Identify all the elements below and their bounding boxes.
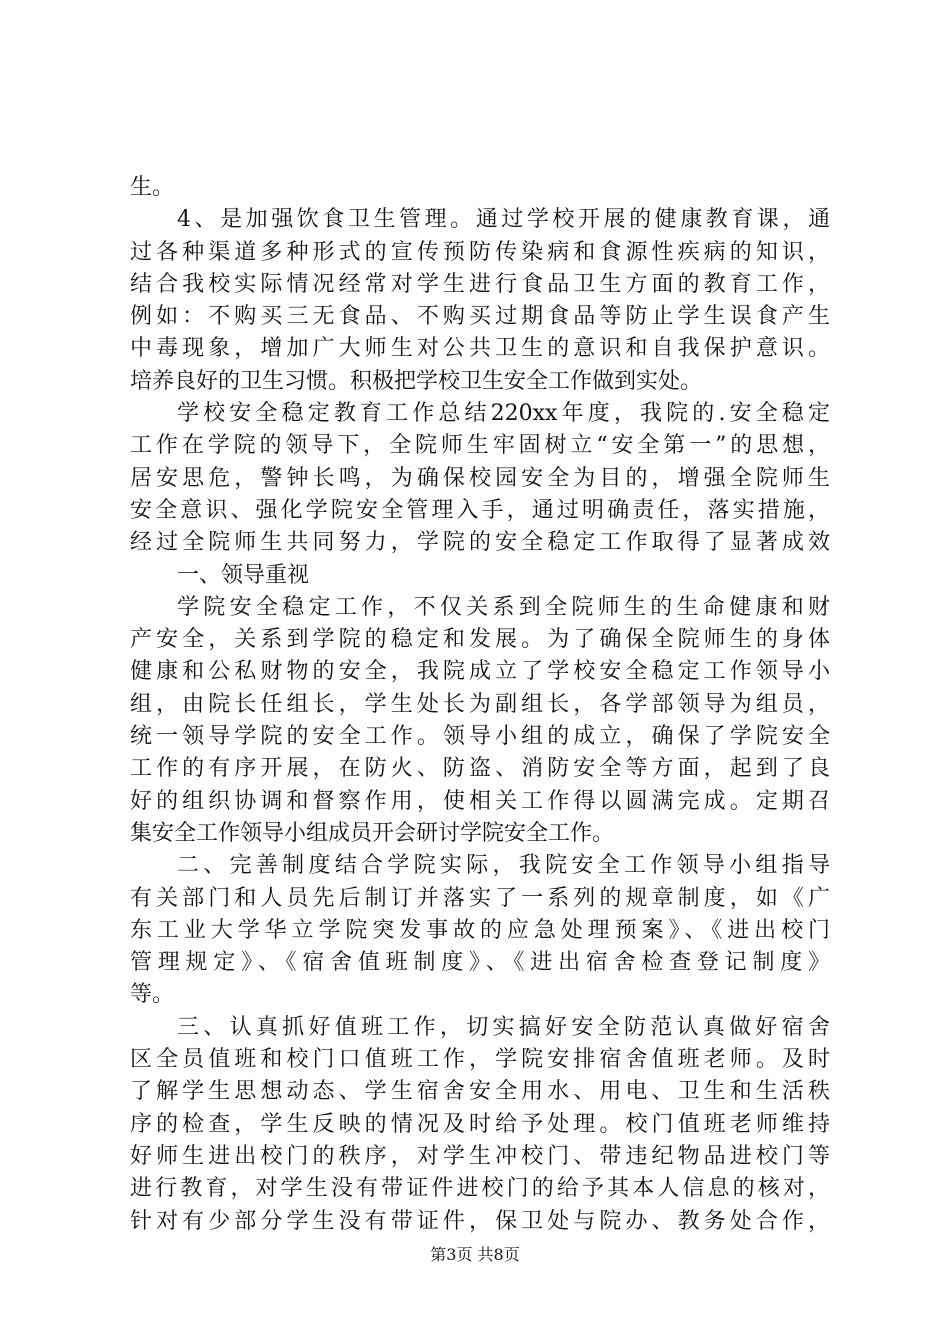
text-line: 等。 bbox=[130, 982, 175, 1008]
text-line: 学院安全稳定工作，不仅关系到全院师生的生命健康和财 bbox=[177, 594, 830, 620]
text-line: 序的检查，学生反映的情况及时给予处理。校门值班老师维持 bbox=[130, 1111, 830, 1137]
text-line: 工作的有序开展，在防火、防盗、消防安全等方面，起到了良 bbox=[130, 756, 830, 782]
document-body bbox=[130, 172, 830, 1238]
text-line: 工作在学院的领导下，全院师生牢固树立“安全第一”的思想， bbox=[130, 433, 830, 459]
text-line: 健康和公私财物的安全，我院成立了学校安全稳定工作领导小 bbox=[130, 659, 830, 685]
text-line: 组，由院长任组长，学生处长为副组长，各学部领导为组员， bbox=[130, 691, 830, 717]
text-line: 了解学生思想动态、学生宿舍安全用水、用电、卫生和生活秩 bbox=[130, 1079, 830, 1105]
text-line: 学校安全稳定教育工作总结220xx年度，我院的.安全稳定 bbox=[177, 401, 830, 427]
text-line: 经过全院师生共同努力，学院的安全稳定工作取得了显著成效 bbox=[130, 530, 830, 556]
text-line: 针对有少部分学生没有带证件，保卫处与院办、教务处合作， bbox=[130, 1208, 830, 1234]
text-line: 好师生进出校门的秩序，对学生冲校门、带违纪物品进校门等 bbox=[130, 1143, 830, 1169]
text-line: 好的组织协调和督察作用，使相关工作得以圆满完成。定期召 bbox=[130, 788, 830, 814]
text-line: 结合我校实际情况经常对学生进行食品卫生方面的教育工作， bbox=[130, 271, 830, 297]
text-line: 例如：不购买三无食品、不购买过期食品等防止学生误食产生 bbox=[130, 304, 830, 330]
text-line: 安全意识、强化学院安全管理入手，通过明确责任，落实措施， bbox=[130, 497, 830, 523]
text-line: 东工业大学华立学院突发事故的应急处理预案》、《进出校门 bbox=[130, 917, 830, 943]
text-line: 进行教育，对学生没有带证件进校门的给予其本人信息的核对， bbox=[130, 1176, 830, 1202]
text-line: 集安全工作领导小组成员开会研讨学院安全工作。 bbox=[130, 820, 615, 846]
text-line: 过各种渠道多种形式的宣传预防传染病和食源性疾病的知识， bbox=[130, 239, 830, 265]
text-line: 居安思危，警钟长鸣，为确保校园安全为目的，增强全院师生 bbox=[130, 465, 830, 491]
text-line: 培养良好的卫生习惯。积极把学校卫生安全工作做到实处。 bbox=[130, 368, 703, 394]
text-line: 生。 bbox=[130, 175, 175, 200]
text-line: 中毒现象，增加广大师生对公共卫生的意识和自我保护意识。 bbox=[130, 336, 830, 362]
text-line: 4、是加强饮食卫生管理。通过学校开展的健康教育课，通 bbox=[177, 207, 830, 233]
text-line: 统一领导学院的安全工作。领导小组的成立，确保了学院安全 bbox=[130, 724, 830, 750]
text-line: 一、领导重视 bbox=[177, 562, 310, 588]
text-line: 有关部门和人员先后制订并落实了一系列的规章制度，如《广 bbox=[130, 885, 830, 911]
text-line: 产安全，关系到学院的稳定和发展。为了确保全院师生的身体 bbox=[130, 627, 830, 653]
text-line: 二、完善制度结合学院实际，我院安全工作领导小组指导 bbox=[177, 853, 830, 879]
text-line: 区全员值班和校门口值班工作，学院安排宿舍值班老师。及时 bbox=[130, 1047, 830, 1073]
text-line: 管理规定》、《宿舍值班制度》、《进出宿舍检查登记制度》 bbox=[130, 950, 830, 976]
page-footer: 第3页 共8页 bbox=[430, 1245, 520, 1264]
text-line: 三、认真抓好值班工作，切实搞好安全防范认真做好宿舍 bbox=[177, 1014, 830, 1040]
